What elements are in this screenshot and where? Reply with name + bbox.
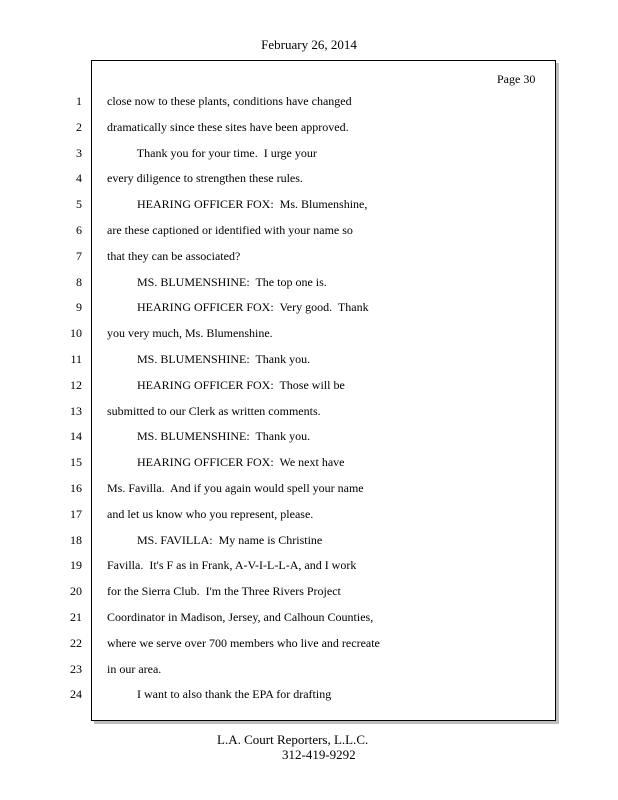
line-number: 12 — [70, 377, 82, 392]
transcript-line: in our area. — [107, 661, 162, 676]
line-number: 24 — [70, 687, 82, 702]
header-date: February 26, 2014 — [261, 37, 357, 52]
line-number: 11 — [70, 351, 82, 366]
line-number: 18 — [70, 532, 82, 547]
line-number: 17 — [70, 506, 82, 521]
transcript-line: MS. BLUMENSHINE: Thank you. — [107, 429, 311, 444]
line-number: 16 — [70, 480, 82, 495]
line-number: 19 — [70, 558, 82, 573]
transcript-line: Thank you for your time. I urge your — [107, 145, 317, 160]
line-number-column — [60, 93, 82, 712]
line-number: 1 — [76, 94, 82, 108]
transcript-line: Favilla. It's F as in Frank, A-V-I-L-L-A, and I work — [107, 558, 357, 573]
transcript-line: MS. BLUMENSHINE: Thank you. — [107, 351, 311, 366]
transcript-line: are these captioned or identified with your name so — [107, 222, 353, 237]
line-number: 13 — [70, 403, 82, 418]
line-number: 9 — [76, 300, 82, 315]
transcript-line: HEARING OFFICER FOX: We next have — [107, 455, 345, 470]
page-number: Page 30 — [497, 72, 536, 86]
line-number: 2 — [76, 119, 82, 134]
transcript-line: HEARING OFFICER FOX: Very good. Thank — [107, 300, 369, 315]
line-number: 22 — [70, 635, 82, 650]
footer-company: L.A. Court Reporters, L.L.C. — [217, 732, 369, 747]
line-number: 3 — [76, 145, 82, 160]
line-number: 21 — [70, 609, 82, 624]
transcript-line: you very much, Ms. Blumenshine. — [107, 326, 273, 341]
transcript-line: every diligence to strengthen these rules. — [107, 171, 303, 186]
transcript-line: Ms. Favilla. And if you again would spell your name — [107, 480, 364, 495]
transcript-line: HEARING OFFICER FOX: Ms. Blumenshine, — [107, 197, 368, 212]
transcript-text-column — [107, 93, 547, 712]
transcript-line: Coordinator in Madison, Jersey, and Calhoun Counties, — [107, 609, 374, 624]
transcript-line: MS. BLUMENSHINE: The top one is. — [107, 274, 327, 289]
transcript-line: and let us know who you represent, please. — [107, 506, 314, 521]
footer-phone: 312-419-9292 — [282, 747, 356, 762]
transcript-line: MS. FAVILLA: My name is Christine — [107, 532, 323, 547]
transcript-line: where we serve over 700 members who live and recreate — [107, 635, 380, 650]
line-number: 8 — [76, 274, 82, 289]
line-number: 4 — [76, 171, 82, 186]
line-number: 20 — [70, 584, 82, 599]
transcript-line: HEARING OFFICER FOX: Those will be — [107, 377, 345, 392]
line-number: 5 — [76, 197, 82, 212]
transcript-line: that they can be associated? — [107, 248, 241, 263]
transcript-line: close now to these plants, conditions have changed — [107, 94, 352, 108]
line-number: 15 — [70, 455, 82, 470]
transcript-line: I want to also thank the EPA for drafting — [107, 687, 332, 702]
transcript-line: submitted to our Clerk as written comments. — [107, 403, 321, 418]
line-number: 23 — [70, 661, 82, 676]
transcript-line: for the Sierra Club. I'm the Three Rivers Project — [107, 584, 341, 599]
line-number: 6 — [76, 222, 82, 237]
line-number: 14 — [70, 429, 82, 444]
line-number: 10 — [70, 326, 82, 341]
line-number: 7 — [76, 248, 82, 263]
transcript-line: dramatically since these sites have been approved. — [107, 119, 349, 134]
